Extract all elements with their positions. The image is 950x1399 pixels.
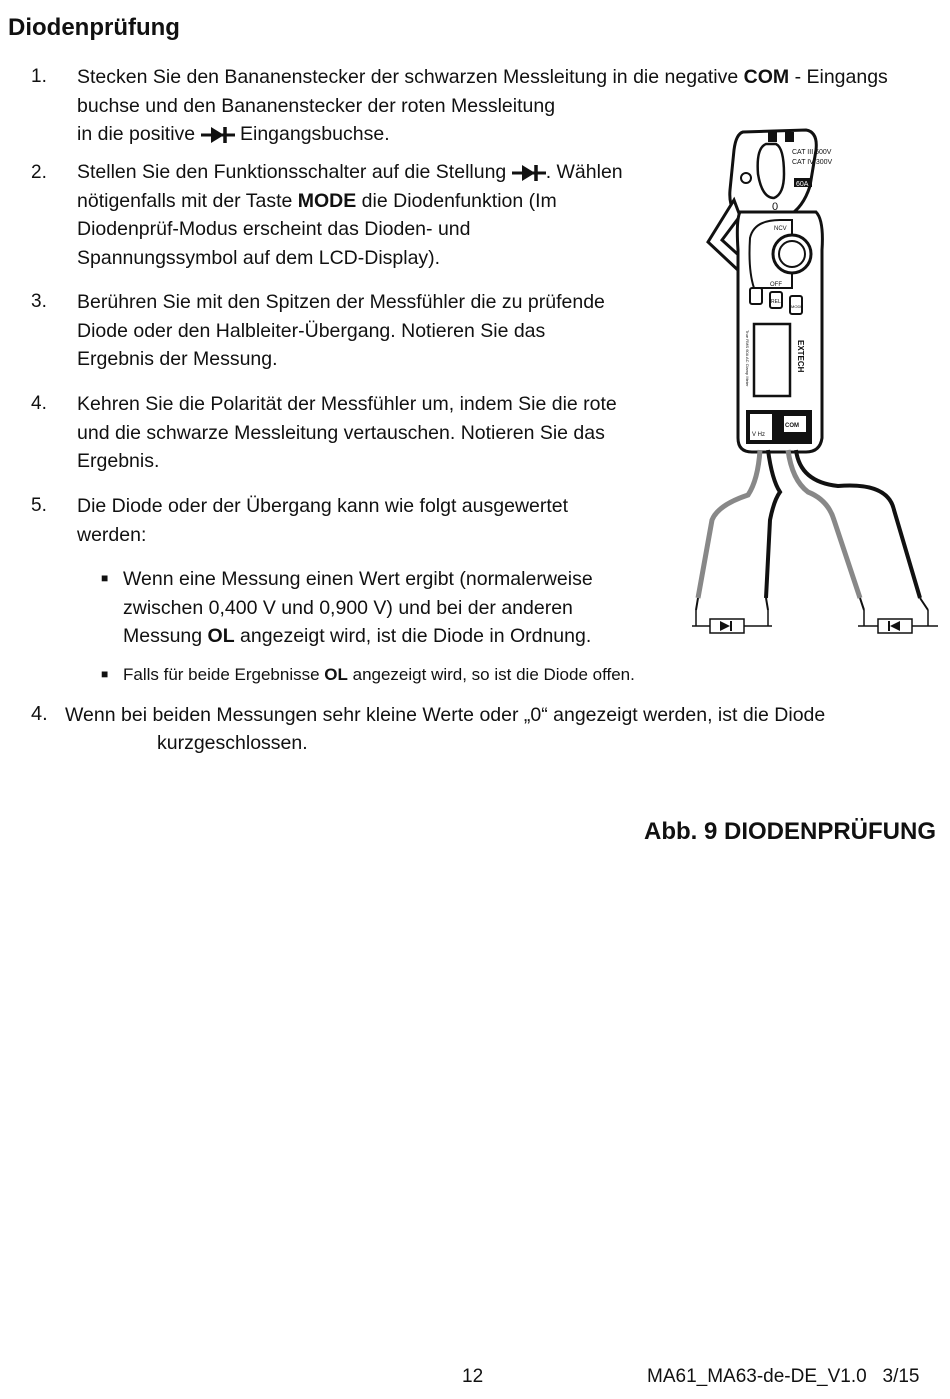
bullet-line: Wenn eine Messung einen Wert ergibt (normalerweise (123, 568, 593, 590)
step-4-text (77, 390, 617, 476)
text-bold: OL (324, 665, 348, 684)
diode-icon (512, 164, 546, 182)
step-line: Die Diode oder der Übergang kann wie folgt ausgewertet (77, 495, 569, 517)
text-run: die Diodenfunktion (Im (356, 189, 557, 212)
probe-tip (860, 598, 864, 610)
clamp-meter-figure (688, 120, 944, 640)
black-lead-left (766, 450, 780, 598)
probe-tip (920, 598, 928, 610)
bullet-line (123, 661, 635, 690)
step-line: Spannungssymbol auf dem LCD-Display). (77, 246, 441, 269)
step-number: 1. (31, 66, 47, 87)
text-bold: OL (207, 625, 235, 647)
step-line: Ergebnis der Messung. (77, 348, 278, 370)
cat-label: CAT IV 300V (792, 159, 833, 166)
step-number: 4. (31, 393, 47, 414)
step-line: Diode oder den Halbleiter-Übergang. Notieren Sie das (77, 319, 546, 342)
off-label: OFF (770, 282, 782, 288)
jaw-mark (785, 132, 794, 142)
step-2-text (77, 158, 623, 272)
step-number: 2. (31, 162, 47, 183)
step-line: Berühren Sie mit den Spitzen der Messfühler die zu prüfende (77, 291, 605, 313)
step-line: Diodenprüf-Modus erscheint das Dioden- und (77, 218, 471, 240)
step-line: buchse und den Bananenstecker der roten Messleitung (77, 94, 556, 117)
text-run: - Eingangs (789, 66, 888, 88)
text-run: Falls für beide Ergebnisse (123, 665, 325, 684)
ncv-indicator-icon (741, 173, 751, 183)
bullet-marker: ■ (101, 571, 109, 585)
step-number: 4. (31, 703, 48, 725)
step-last-line: Wenn bei beiden Messungen sehr kleine Werte oder „0“ angezeigt werden, ist die Diode (65, 704, 826, 726)
ncv-label: NCV (774, 226, 787, 232)
probe-tip (766, 598, 768, 610)
bullet-line (123, 622, 593, 651)
text-run: Messung (123, 625, 208, 647)
step-line: Kehren Sie die Polarität der Messfühler um, indem Sie die rote (77, 393, 617, 415)
hold-button (750, 288, 762, 304)
model-label: True RMS 60A AC Clamp Meter (745, 330, 750, 387)
text-run: in die positive (77, 123, 201, 145)
bullet-2-text (123, 661, 635, 690)
bullet-1-text (123, 565, 593, 651)
black-lead-right (796, 450, 920, 598)
step-number: 5. (31, 495, 47, 516)
diode-icon (201, 126, 235, 144)
bullet-marker: ■ (101, 667, 109, 681)
cat-label: CAT III 600V (792, 149, 832, 156)
text-bold: MODE (297, 189, 357, 212)
page-number: 12 (462, 1366, 484, 1387)
step-3-text (77, 288, 605, 374)
diode-icon (858, 610, 938, 633)
step-number: 3. (31, 291, 47, 312)
text-run: nötigenfalls mit der Taste (77, 189, 298, 212)
com-label: COM (785, 423, 799, 429)
zero-mark: 0 (772, 201, 779, 213)
rel-label: REL (771, 299, 781, 305)
red-lead-left (698, 450, 760, 598)
jaw-mark (768, 132, 777, 142)
figure-caption: Abb. 9 DIODENPRÜFUNG (643, 818, 936, 845)
text-run: Stellen Sie den Funktionsschalter auf die Stellung (77, 161, 512, 183)
step-line (77, 63, 888, 92)
text-bold: COM (743, 66, 790, 88)
vhz-label: V Hz (752, 432, 766, 438)
text-run: Eingangsbuchse. (234, 123, 390, 145)
text-run: . Wählen (545, 161, 623, 183)
text-run: angezeigt wird, ist die Diode in Ordnung. (234, 625, 592, 647)
lcd-display (754, 324, 790, 396)
step-line (77, 187, 623, 216)
step-5-text (77, 492, 568, 549)
step-line: werden: (77, 523, 147, 546)
step-last-line: kurzgeschlossen. (157, 732, 308, 754)
text-run: angezeigt wird, so ist die Diode offen. (347, 665, 635, 684)
brand-label: EXTECH (796, 340, 805, 373)
bullet-line: zwischen 0,400 V und 0,900 V) und bei der anderen (123, 596, 573, 619)
clamp-opening (758, 144, 784, 198)
diode-icon (692, 610, 772, 633)
page-title: Diodenprüfung (8, 14, 180, 41)
red-lead-right (788, 450, 860, 598)
text-run: Stecken Sie den Bananenstecker der schwarzen Messleitung in die negative (77, 66, 744, 88)
amp-label: 60A (796, 181, 809, 188)
step-line: Ergebnis. (77, 450, 160, 472)
probe-tip (696, 598, 698, 610)
step-line: und die schwarze Messleitung vertauschen. Notieren Sie das (77, 421, 605, 444)
mode-label: MODE (791, 304, 803, 309)
step-line (77, 158, 623, 187)
rotary-knob (779, 241, 805, 267)
document-id: MA61_MA63-de-DE_V1.0 3/15 (647, 1366, 920, 1387)
